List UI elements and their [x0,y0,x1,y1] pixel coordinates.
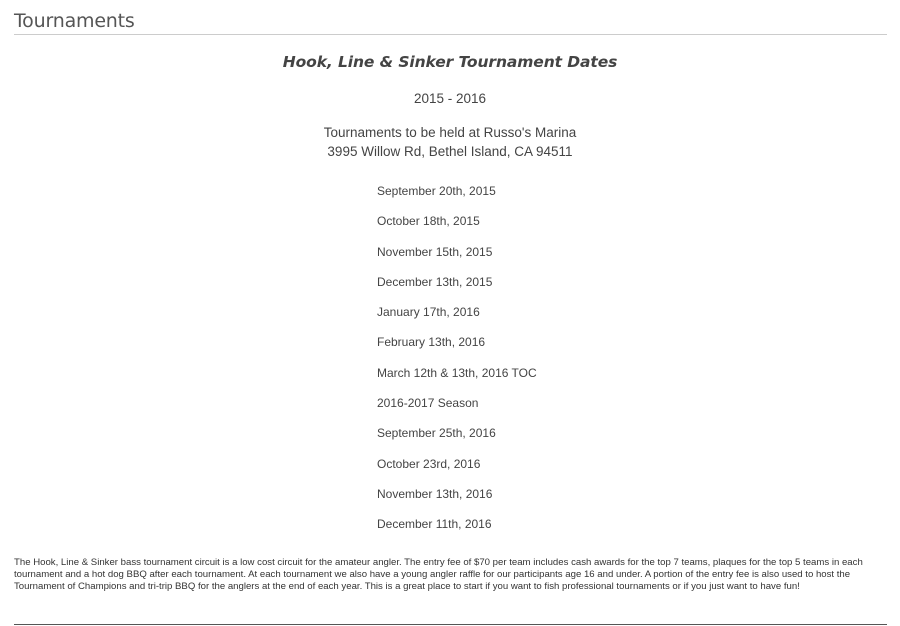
date-item: December 11th, 2016 [377,517,492,532]
circuit-description: The Hook, Line & Sinker bass tournament circuit is a low cost circuit for the amateur angler. The entry fee of $70 per team includes cash awards for the top 7 teams, plaques for the top 5 teams in each tournament and a hot dog BBQ after each tournament. At each tournament we also have a young angler raffle for our participants age 16 and under. A portion of the entry fee is also used to host the Tournament of Champions and tri-trip BBQ for the anglers at the end of each year. This is a great place to start if you want to fish professional tournaments or if you just want to have fun! [14,557,863,592]
season-years: 2015 - 2016 [413,91,487,106]
footer-divider [14,624,887,625]
date-item: March 12th & 13th, 2016 TOC [377,365,537,380]
location-venue: Tournaments to be held at Russo's Marina [323,125,577,140]
tournament-dates-heading: Hook, Line & Sinker Tournament Dates [282,53,618,71]
season-label: 2016-2017 Season [377,396,479,411]
date-item: January 17th, 2016 [377,305,480,320]
tournament-location [0,123,900,161]
date-item: February 13th, 2016 [377,335,486,350]
date-item: September 25th, 2016 [377,426,496,441]
tournament-dates-list [377,183,537,547]
date-item: October 18th, 2015 [377,214,480,229]
location-address: 3995 Willow Rd, Bethel Island, CA 94511 [327,144,573,159]
page-header [14,9,887,35]
date-item: November 13th, 2016 [377,486,493,501]
date-item: November 15th, 2015 [377,244,493,259]
page-title: Tournaments [14,10,135,32]
date-item: September 20th, 2015 [377,184,496,198]
date-item: December 13th, 2015 [377,274,493,289]
date-item: October 23rd, 2016 [377,456,481,471]
